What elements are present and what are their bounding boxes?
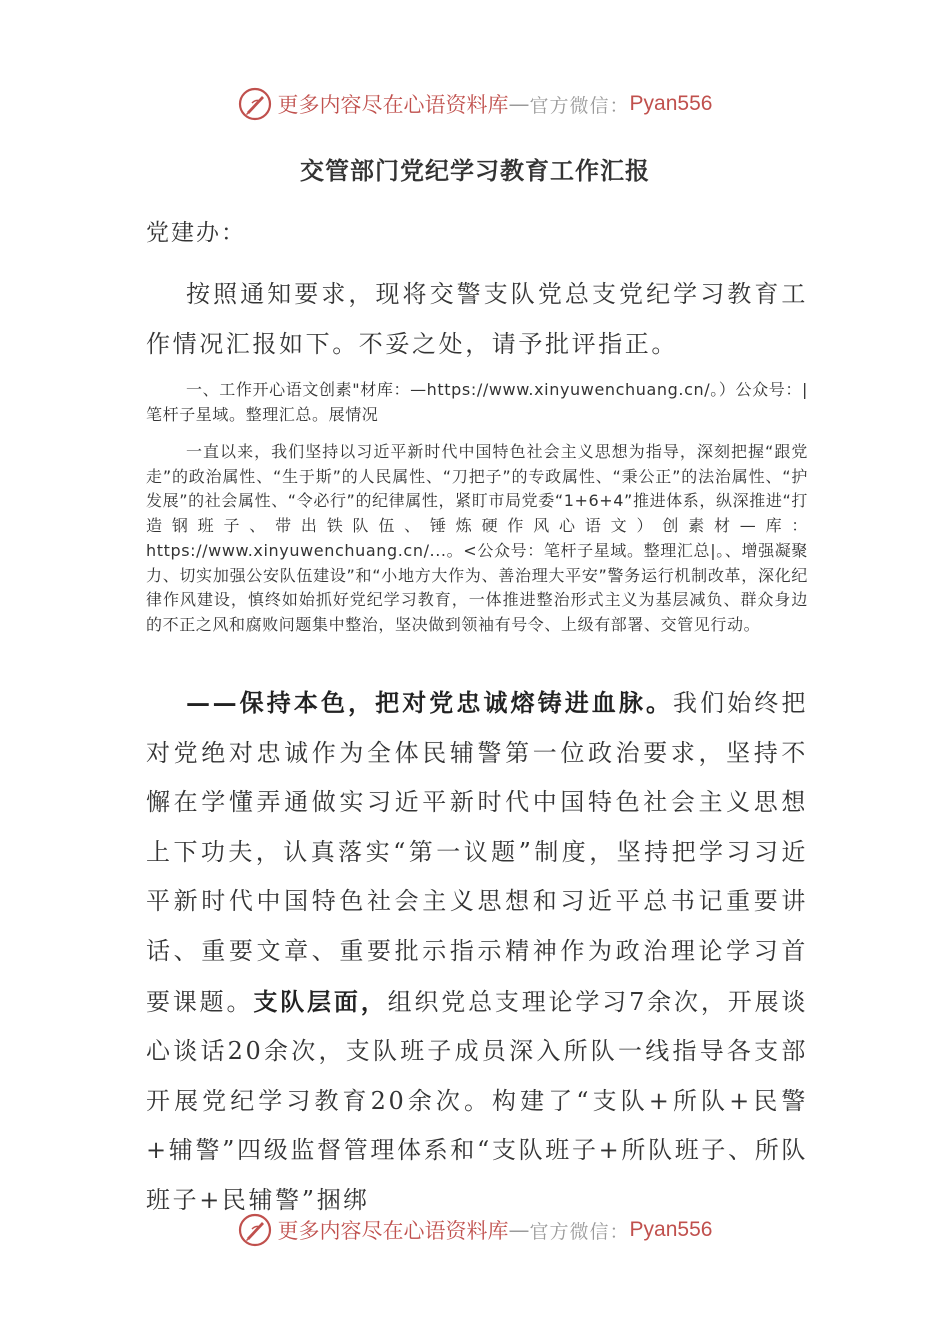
banner-wechat-label: 官方微信：: [529, 94, 630, 117]
banner-wechat-label: 官方微信：: [529, 1220, 630, 1243]
section-heading: 一、工作开心语文创素"材库：—https://www.xinyuwenchuang.cn/。）公众号：|笔杆子星域。整理汇总。展情况: [146, 380, 808, 424]
banner-slogan: 更多内容尽在心语资料库: [277, 93, 509, 117]
banner-wechat-id: Pyan556: [629, 92, 713, 115]
loyalty-text-a: 我们始终把对党绝对忠诚作为全体民辅警第一位政治要求，坚持不懈在学懂弄通做实习近平新时代中国特色社会主义思想上下功夫，认真落实“第一议题”制度，坚持把学习习近平新时代中国特色社会主义思想和习近平总书记重要讲话、重要文章、重要批示指示精神作为政治理论学习首要课题。: [146, 689, 808, 1016]
footer-banner: [0, 1210, 950, 1250]
header-banner: [0, 84, 950, 124]
intro-paragraph: 按照通知要求，现将交警支队党总支党纪学习教育工作情况汇报如下。不妥之处，请予批评指正。: [146, 280, 808, 358]
banner-slogan: 更多内容尽在心语资料库: [277, 1219, 509, 1243]
quill-logo-icon: [238, 1213, 272, 1247]
loyalty-text-b: 组织党总支理论学习7余次，开展谈心谈话20余次，支队班子成员深入所队一线指导各支部开展党纪学习教育20余次。构建了“支队+所队+民警+辅警”四级监督管理体系和“支队班子+所队班子、所队班子+民辅警”捆绑: [146, 987, 809, 1214]
loyalty-heading: ——保持本色，把对党忠诚熔铸进血脉。: [186, 688, 674, 717]
section-body: 一直以来，我们坚持以习近平新时代中国特色社会主义思想为指导，深刻把握“跟党走”的政治属性、“生于斯”的人民属性、“刀把子”的专政属性、“秉公正”的法治属性、“护发展”的社会属性、“令必行”的纪律属性，紧盯市局党委“1+6+4”推进体系，纵深推进“打造钢班子、带出铁队伍、锤炼硬作风心语文）创素材—库：https://www.xinyuwenchuang.cn/...。<公众号：笔杆子星域。整理汇总|。、增强凝聚力、切实加强公安队伍建设”和“小地方大作为、善治理大平安”警务运行机制改革，深化纪律作风建设，慎终如始抓好党纪学习教育，一体推进整治形式主义为基层减负、群众身边的不正之风和腐败问题集中整治，坚决做到领袖有号令、上级有部署、交管见行动。: [146, 442, 808, 634]
banner-wechat-id: Pyan556: [629, 1218, 713, 1241]
banner-dash: —: [508, 92, 530, 116]
banner-dash: —: [508, 1218, 530, 1242]
detachment-level-label: 支队层面，: [253, 986, 388, 1016]
quill-logo-icon: [238, 87, 272, 121]
document-title: 交管部门党纪学习教育工作汇报: [300, 156, 650, 185]
loyalty-paragraph: [146, 678, 808, 1226]
salutation: 党建办：: [146, 220, 246, 246]
